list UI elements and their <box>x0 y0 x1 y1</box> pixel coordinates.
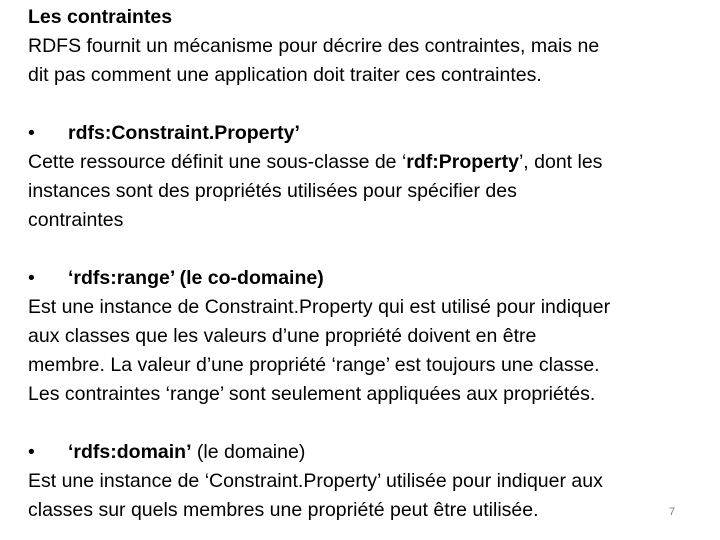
domain-line-2: classes sur quels membres une propriété peut être utilisée. <box>28 499 539 521</box>
term-rdf-property: rdf:Property <box>406 151 519 173</box>
domain-line-1: Est une instance de ‘Constraint.Property’ utilisée pour indiquer aux <box>28 470 603 492</box>
constraint-property-line-2: instances sont des propriétés utilisées pour spécifier des <box>28 180 517 202</box>
page-number: 7 <box>669 506 676 518</box>
range-line-3: membre. La valeur d’une propriété ‘range’ est toujours une classe. <box>28 354 600 376</box>
intro-line-2: dit pas comment une application doit traiter ces contraintes. <box>28 64 542 86</box>
intro-line-1: RDFS fournit un mécanisme pour décrire des contraintes, mais ne <box>28 35 600 57</box>
constraint-property-line-3: contraintes <box>28 209 124 231</box>
bullet-icon: • <box>28 441 35 463</box>
section-range-heading <box>28 264 708 293</box>
spacer <box>28 409 708 438</box>
section-domain-heading <box>28 438 708 467</box>
term-domain: ‘rdfs:domain’ <box>68 441 192 463</box>
section-constraint-property-heading <box>28 119 708 148</box>
text-segment: Cette ressource définit une sous-classe de ‘ <box>28 151 407 173</box>
term-domain-suffix: (le domaine) <box>191 441 306 463</box>
slide-content <box>28 3 708 525</box>
text-segment: ’, dont les <box>518 151 603 173</box>
range-line-1: Est une instance de Constraint.Property qui est utilisé pour indiquer <box>28 296 611 318</box>
term-constraint-property: rdfs:Constraint.Property’ <box>68 122 300 144</box>
bullet-icon: • <box>28 267 35 289</box>
spacer <box>28 90 708 119</box>
range-line-2: aux classes que les valeurs d’une propriété doivent en être <box>28 325 537 347</box>
slide-title: Les contraintes <box>28 6 173 28</box>
spacer <box>28 235 708 264</box>
constraint-property-line-1 <box>28 148 708 177</box>
term-range: ‘rdfs:range’ (le co-domaine) <box>68 267 324 289</box>
range-line-4: Les contraintes ‘range’ sont seulement appliquées aux propriétés. <box>28 383 596 405</box>
bullet-icon: • <box>28 122 35 144</box>
